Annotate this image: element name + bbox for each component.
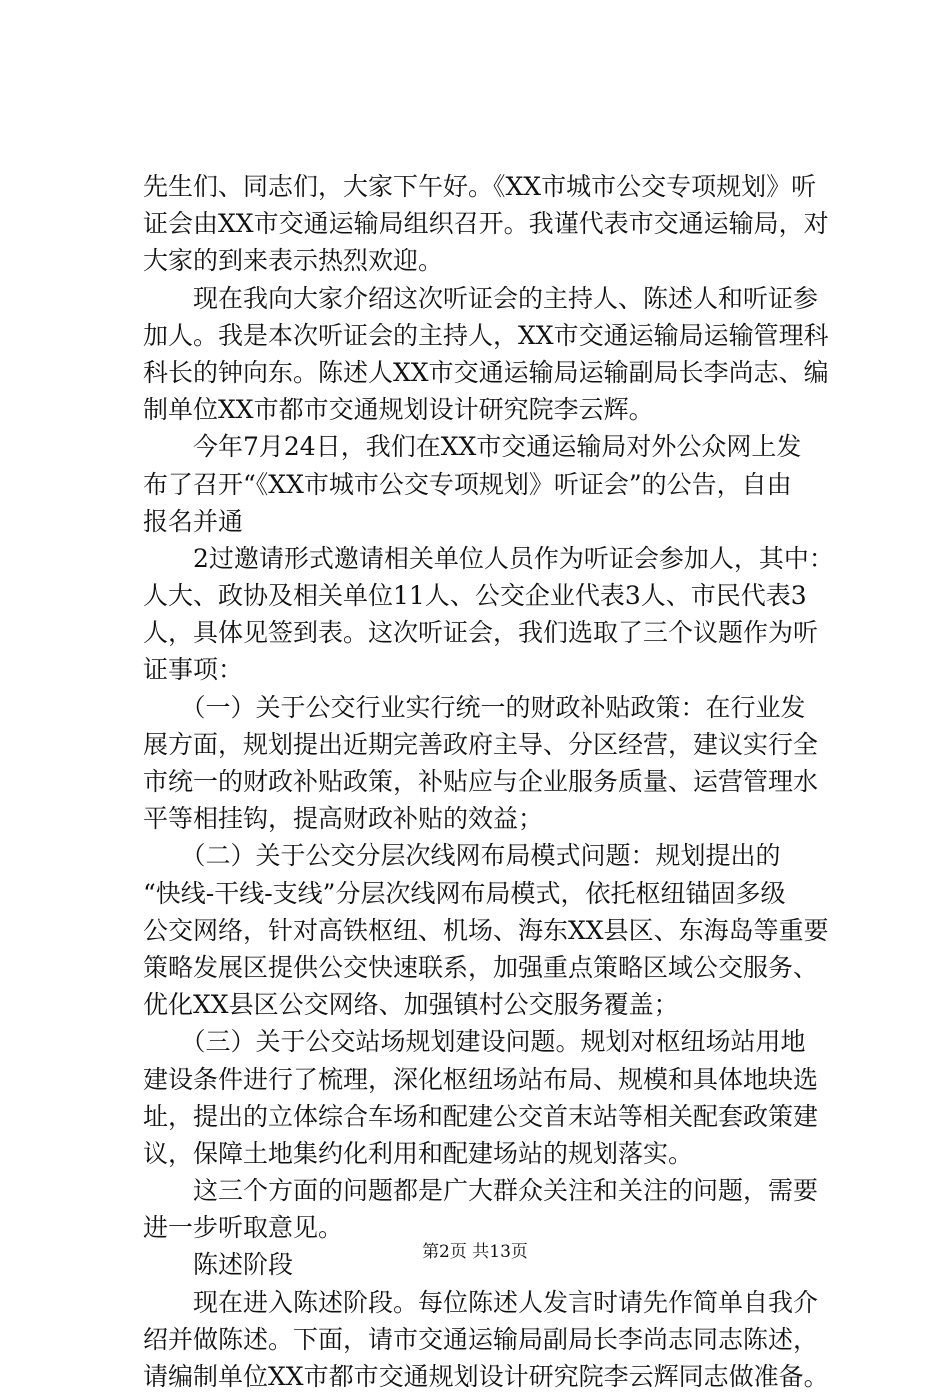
- text-line: 制单位XX市都市交通规划设计研究院李云辉。: [143, 395, 654, 425]
- text-line: 先生们、同志们，大家下午好。《XX市城市公交专项规划》听: [143, 172, 817, 201]
- text-line: 市统一的财政补贴政策，补贴应与企业服务质量、运营管理水: [143, 767, 819, 796]
- text-line: 今年7月24日，我们在XX市交通运输局对外公众网上发: [143, 432, 802, 462]
- text-line: 进一步听取意见。: [143, 1213, 344, 1243]
- text-line: 优化XX县区公交网络、加强镇村公交服务覆盖；: [143, 990, 679, 1020]
- text-line: “快线-干线-支线”分层次线网布局模式，依托枢纽锚固多级: [143, 878, 786, 908]
- text-line: 建设条件进行了梳理，深化枢纽场站布局、规模和具体地块选: [143, 1064, 819, 1094]
- text-line: 平等相挂钩，提高财政补贴的效益；: [143, 804, 544, 834]
- text-line: 请编制单位XX市都市交通规划设计研究院李云辉同志做准备。: [143, 1362, 829, 1391]
- text-line: 报名并通: [143, 506, 244, 536]
- text-line: 公交网络，针对高铁枢纽、机场、海东XX县区、东海岛等重要: [143, 915, 829, 945]
- text-line: 现在进入陈述阶段。每位陈述人发言时请先作简单自我介: [143, 1287, 819, 1317]
- text-line: 展方面，规划提出近期完善政府主导、分区经营，建议实行全: [143, 729, 819, 759]
- text-line: （二）关于公交分层次线网布局模式问题：规划提出的: [143, 841, 781, 871]
- document-body: [143, 168, 843, 1395]
- page-footer: 第2页 共13页: [422, 1242, 528, 1262]
- text-line: 证事项：: [143, 655, 244, 685]
- text-line: 2过邀请形式邀请相关单位人员作为听证会参加人，其中：: [143, 543, 834, 573]
- text-line: 绍并做陈述。下面，请市交通运输局副局长李尚志同志陈述，: [143, 1324, 819, 1354]
- text-line: 现在我向大家介绍这次听证会的主持人、陈述人和听证参: [143, 283, 819, 313]
- text-line: 策略发展区提供公交快速联系，加强重点策略区域公交服务、: [143, 952, 819, 982]
- text-line: 陈述阶段: [143, 1250, 294, 1280]
- text-line: 布了召开“《XX市城市公交专项规划》听证会”的公告，自由: [143, 469, 792, 499]
- text-line: 加人。我是本次听证会的主持人，XX市交通运输局运输管理科: [143, 320, 829, 350]
- text-line: 议，保障土地集约化利用和配建场站的规划落实。: [143, 1138, 694, 1168]
- text-line: 这三个方面的问题都是广大群众关注和关注的问题，需要: [143, 1176, 819, 1206]
- text-line: （一）关于公交行业实行统一的财政补贴政策：在行业发: [143, 692, 806, 722]
- text-line: 人，具体见签到表。这次听证会，我们选取了三个议题作为听: [143, 618, 819, 648]
- text-line: 科长的钟向东。陈述人XX市交通运输局运输副局长李尚志、编: [143, 357, 829, 387]
- text-line: 证会由XX市交通运输局组织召开。我谨代表市交通运输局，对: [143, 209, 829, 239]
- text-line: 址，提出的立体综合车场和配建公交首末站等相关配套政策建: [143, 1101, 819, 1131]
- text-line: （三）关于公交站场规划建设问题。规划对枢纽场站用地: [143, 1027, 806, 1057]
- text-line: 人大、政协及相关单位11人、公交企业代表3人、市民代表3: [143, 581, 807, 611]
- text-line: 大家的到来表示热烈欢迎。: [143, 246, 444, 276]
